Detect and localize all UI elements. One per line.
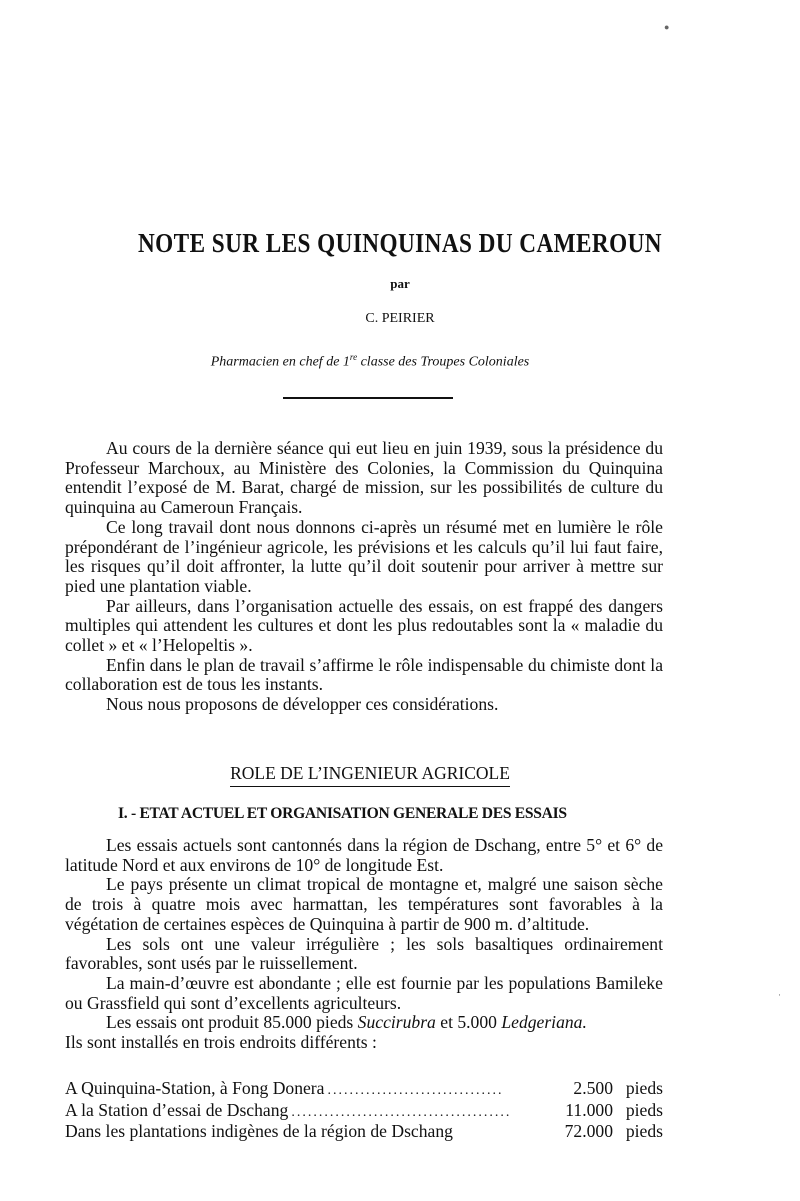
site-label: A la Station d’essai de Dschang (65, 1099, 289, 1120)
author-affiliation (0, 352, 740, 371)
subsection-heading: I. - ETAT ACTUEL ET ORGANISATION GENERALE DES ESSAIS (118, 805, 567, 822)
locations-intro: Ils sont installés en trois endroits différents : (65, 1032, 377, 1053)
title-divider (283, 397, 453, 399)
author-name: C. PEIRIER (365, 311, 435, 326)
site-unit: pieds (625, 1099, 663, 1120)
scan-speck: · (778, 990, 781, 1000)
section-paragraph: La main-d’œuvre est abondante ; elle est fournie par les populations Bamileke ou Grassfield qui sont d’excellents agriculteurs. (65, 972, 663, 1013)
section-heading-text: ROLE DE L’INGENIEUR AGRICOLE (230, 763, 510, 787)
site-unit: pieds (625, 1121, 663, 1142)
site-unit: pieds (625, 1078, 663, 1098)
section-heading (0, 763, 740, 783)
production-paragraph (65, 1013, 663, 1033)
table-row (65, 1101, 663, 1123)
byline-par: par (390, 276, 410, 291)
species-ledgeriana: Ledgeriana. (501, 1012, 587, 1033)
site-count: 2.500 (573, 1078, 613, 1098)
article-title: NOTE SUR LES QUINQUINAS DU CAMEROUN (137, 228, 663, 258)
table-row (65, 1079, 663, 1101)
species-succirubra: Succirubra (357, 1012, 436, 1033)
table-row (65, 1122, 663, 1142)
dot-leader: ........................................ (291, 1104, 512, 1120)
production-mid: et 5.000 (435, 1012, 502, 1033)
affiliation-superscript: re (349, 352, 358, 362)
intro-paragraph: Au cours de la dernière séance qui eut lieu en juin 1939, sous la présidence du Professeur Marchoux, au Ministère des Colonies, la Commission du Quinquina entendit l’exposé de M. Barat, chargé de mission, sur les possibilités de culture du quinquina au Cameroun Français. (65, 438, 663, 518)
site-label: Dans les plantations indigènes de la région de Dschang (65, 1121, 453, 1142)
intro-paragraph: Enfin dans le plan de travail s’affirme le rôle indispensable du chimiste dont la collaboration est de tous les instants. (65, 654, 663, 695)
section-text (65, 836, 663, 1053)
section-paragraph: Les sols ont une valeur irrégulière ; les sols basaltiques ordinairement favorables, sont usés par le ruissellement. (65, 933, 663, 974)
affiliation-part-b: classe des Troupes Coloniales (357, 354, 530, 370)
scan-speck: ● (664, 22, 670, 32)
dot-leader: ................................ (327, 1083, 504, 1098)
intro-paragraph: Par ailleurs, dans l’organisation actuelle des essais, on est frappé des dangers multiples qui attendent les cultures et dont les plus redoutables sont la « maladie du collet » et « l’Helopeltis ». (65, 595, 663, 656)
site-label: A Quinquina-Station, à Fong Donera (65, 1078, 325, 1098)
sites-table (65, 1079, 663, 1142)
intro-paragraph: Nous nous proposons de développer ces considérations. (106, 694, 499, 715)
intro-paragraph: Ce long travail dont nous donnons ci-après un résumé met en lumière le rôle prépondérant de l’ingénieur agricole, les prévisions et les calculs qu’il lui faut faire, les risques qu’il doit affronter, la lutte qu’il doit soutenir pour arriver à mettre sur pied une plantation viable. (65, 516, 663, 596)
production-lead: Les essais ont produit 85.000 pieds (106, 1012, 358, 1033)
intro-text (65, 439, 663, 715)
section-paragraph: Les essais actuels sont cantonnés dans la région de Dschang, entre 5° et 6° de latitude Nord et aux environs de 10° de longitude Est. (65, 835, 663, 875)
section-paragraph: Le pays présente un climat tropical de montagne et, malgré une saison sèche de trois à quatre mois avec harmattan, les températures sont favorables à la végétation de certaines espèces de Quinquina à partir de 900 m. d’altitude. (65, 874, 663, 934)
affiliation-part-a: Pharmacien en chef de 1 (210, 354, 350, 370)
site-count: 11.000 (565, 1099, 613, 1120)
site-count: 72.000 (564, 1121, 613, 1142)
